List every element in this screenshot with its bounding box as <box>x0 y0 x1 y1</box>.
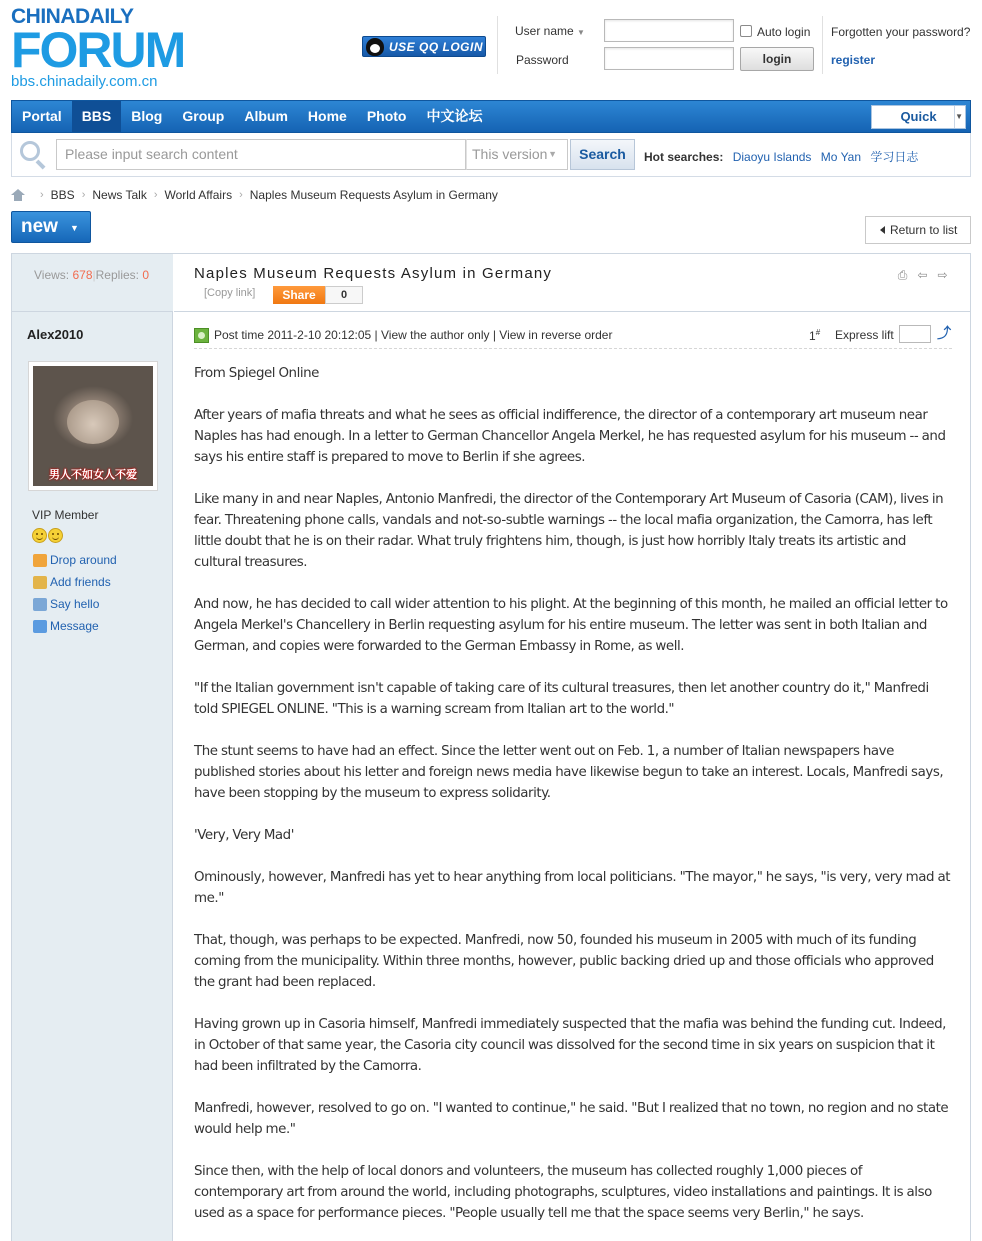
say-hello-icon <box>33 598 47 611</box>
site-logo[interactable] <box>11 5 185 92</box>
hot-search-term[interactable]: Mo Yan <box>820 150 862 164</box>
avatar[interactable] <box>28 361 158 491</box>
online-status-icon <box>194 328 209 343</box>
divider <box>497 16 498 74</box>
auto-login-checkbox[interactable] <box>740 25 752 37</box>
post-paragraph: From Spiegel Online <box>194 366 319 381</box>
arrow-left-icon <box>880 226 885 234</box>
qq-penguin-icon <box>366 38 384 56</box>
post-paragraph: And now, he has decided to call wider attention to his plight. At the beginning of this month, he mailed an official letter to Angela Merkel's Chancellery in Berlin requesting asylum for his entire museum. The letter was sent in both Italian and German, and copies were forwarded to the German Embassy in Rome, as well. <box>194 597 948 654</box>
breadcrumb-separator: › <box>40 189 44 201</box>
hot-search-term[interactable]: 学习日志 <box>870 150 919 164</box>
post-paragraph: 'Very, Very Mad' <box>194 828 294 843</box>
username-label: User name ▼ <box>515 24 585 38</box>
avatar-image <box>33 366 153 486</box>
divider <box>822 16 823 74</box>
new-post-button[interactable] <box>11 211 91 243</box>
hot-searches <box>644 148 918 165</box>
breadcrumb-separator: › <box>81 189 86 201</box>
thread-header <box>174 254 970 312</box>
post-floor: 1# <box>809 328 821 343</box>
add-friends-link[interactable]: Add friends <box>33 575 111 589</box>
post-paragraph: "If the Italian government isn't capable of taking care of its cultural treasures, then let another country do it," Manfredi told SPIEGEL ONLINE. "This is a warning scream from Italian art to the world." <box>194 681 929 717</box>
breadcrumb-item[interactable]: World Affairs <box>164 188 233 202</box>
nav-group[interactable]: Group <box>182 108 225 124</box>
next-thread-icon[interactable]: ⇨ <box>937 268 948 282</box>
username-input[interactable] <box>604 19 734 42</box>
post-paragraph: Having grown up in Casoria himself, Manfredi immediately suspected that the mafia was behind the funding cut. Indeed, in October of that same year, the Casoria city council was dissolved for the second time in six years on suspicion that it had been infiltrated by the Camorra. <box>194 1017 946 1074</box>
thread-stats <box>12 254 173 312</box>
smiley-icon <box>32 528 47 543</box>
search-bar <box>11 133 971 177</box>
views-replies: Views: 678|Replies: 0 <box>34 268 150 282</box>
thread-tools <box>895 268 950 282</box>
rank-stars <box>32 528 63 543</box>
post-content <box>194 363 954 1241</box>
nav-portal[interactable]: Portal <box>22 108 62 124</box>
house-icon <box>33 554 47 567</box>
nav-chinese-forum[interactable]: 中文论坛 <box>426 108 483 124</box>
search-icon <box>20 141 46 167</box>
post-paragraph: The stunt seems to have had an effect. Since the letter went out on Feb. 1, a number of Italian newspapers have published stories about his letter and foreign news media have likewise begun to take an interest. Locals, Manfredi says, have been stopping by the museum to express solidarity. <box>194 744 944 801</box>
print-icon[interactable]: ⎙ <box>897 268 908 282</box>
thread-title: Naples Museum Requests Asylum in Germany <box>194 265 553 282</box>
post-paragraph: Since then, with the help of local donors and volunteers, the museum has collected roughly 1,000 pieces of contemporary art from around the world, including photographs, sculptures, video installations and paintings. It is also used as a space for performance pieces. "People usually tell me that the space seems very Berlin," he says. <box>194 1164 932 1221</box>
qq-login-label: USE QQ LOGIN <box>389 39 484 54</box>
nav-bbs[interactable]: BBS <box>72 101 122 132</box>
envelope-icon <box>33 620 47 633</box>
express-lift-go-icon[interactable]: ⤴ <box>937 325 951 341</box>
breadcrumb-item[interactable]: BBS <box>50 188 75 202</box>
member-rank: VIP Member <box>32 508 99 522</box>
logo-line-1: CHINADAILY <box>11 5 134 28</box>
author-sidebar <box>12 254 173 1241</box>
search-input[interactable]: Please input search content <box>56 139 466 170</box>
nav-photo[interactable]: Photo <box>366 108 407 124</box>
main-nav <box>11 100 971 133</box>
quick-label: Quick <box>900 109 937 124</box>
express-lift-input[interactable] <box>899 325 931 343</box>
logo-url: bbs.chinadaily.com.cn <box>11 73 158 90</box>
quick-menu-button[interactable] <box>871 105 966 129</box>
post-paragraph: Like many in and near Naples, Antonio Manfredi, the director of the Contemporary Art Museum of Casoria (CAM), lives in fear. Threatening phone calls, vandals and not-so-subtle warnings -- the local mafia organization, the Camorra, has left little doubt that he is on their radar. What truly frightens him, though, is just how horribly Italy treats its artistic and cultural treasures. <box>194 492 944 570</box>
chevron-down-icon: ▼ <box>548 149 557 159</box>
return-to-list-button[interactable] <box>865 216 971 244</box>
qq-login-button[interactable] <box>362 36 486 57</box>
hot-searches-label: Hot searches: <box>644 150 724 164</box>
post-paragraph: That, though, was perhaps to be expected. Manfredi, now 50, founded his museum in 2005 with much of its funding coming from the municipality. Within three months, however, public backing dried up and those officials who approved the grant had been replaced. <box>194 933 934 990</box>
password-input[interactable] <box>604 47 734 70</box>
forgot-password-link[interactable]: Forgotten your password? <box>831 25 971 39</box>
search-button[interactable]: Search <box>570 139 635 170</box>
return-to-list-label: Return to list <box>890 223 958 237</box>
chevron-down-icon: ▼ <box>955 112 963 121</box>
register-link[interactable]: register <box>831 53 876 67</box>
search-scope-select[interactable] <box>466 139 568 170</box>
post-paragraph: Manfredi, however, resolved to go on. "I wanted to continue," he said. "But I realized that no town, no region and no state would help me." <box>194 1101 949 1137</box>
copy-link[interactable]: [Copy link] <box>204 287 256 299</box>
nav-blog[interactable]: Blog <box>131 108 163 124</box>
chevron-down-icon: ▼ <box>70 223 79 233</box>
breadcrumb <box>11 187 498 203</box>
nav-album[interactable]: Album <box>244 108 288 124</box>
hot-search-term[interactable]: Diaoyu Islands <box>732 150 812 164</box>
say-hello-link[interactable]: Say hello <box>33 597 99 611</box>
post-container <box>11 253 971 1241</box>
views-count: 678 <box>72 268 93 282</box>
post-paragraph: After years of mafia threats and what he sees as official indifference, the director of a contemporary art museum near Naples has had enough. In a letter to German Chancellor Angela Merkel, he has requested asylum for his museum -- and says his entire staff is prepared to move to Berlin if she agrees. <box>194 408 946 465</box>
drop-around-link[interactable]: Drop around <box>33 553 117 567</box>
author-name[interactable]: Alex2010 <box>27 327 84 342</box>
login-button[interactable]: login <box>740 47 814 71</box>
previous-thread-icon[interactable]: ⇦ <box>917 268 928 282</box>
home-icon[interactable] <box>11 189 25 201</box>
express-lift-label: Express lift <box>835 328 894 342</box>
share-button[interactable]: Share <box>273 286 325 304</box>
replies-count: 0 <box>142 268 150 282</box>
smiley-icon <box>48 528 63 543</box>
post-paragraph: Ominously, however, Manfredi has yet to hear anything from local politicians. "The mayor," he says, "is very, very mad at me." <box>194 870 951 906</box>
post-meta <box>194 325 952 349</box>
add-friend-icon <box>33 576 47 589</box>
logo-line-2: FORUM <box>11 22 185 78</box>
breadcrumb-separator: › <box>153 189 158 201</box>
avatar-caption: 男人不如女人不爱 <box>49 469 137 481</box>
message-link[interactable]: Message <box>33 619 99 633</box>
breadcrumb-separator: › <box>239 189 243 201</box>
nav-home[interactable]: Home <box>307 108 347 124</box>
auto-login-label: Auto login <box>757 25 811 39</box>
search-scope-value: This version <box>472 146 548 162</box>
password-label: Password <box>516 53 569 67</box>
new-post-label: new <box>21 216 58 237</box>
breadcrumb-item[interactable]: Naples Museum Requests Asylum in Germany <box>249 188 498 202</box>
post-time: Post time 2011-2-10 20:12:05 | View the author only | View in reverse order <box>214 328 613 342</box>
share-count: 0 <box>325 286 363 304</box>
breadcrumb-item[interactable]: News Talk <box>92 188 147 202</box>
